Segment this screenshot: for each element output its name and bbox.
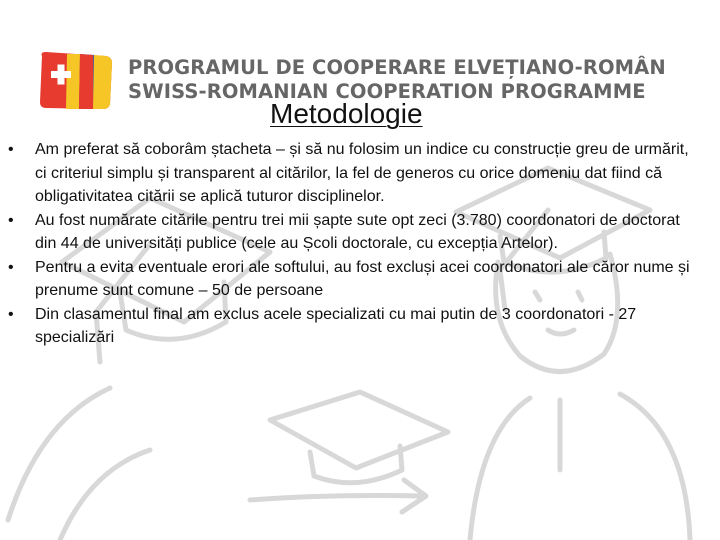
slide-title: Metodologie: [270, 98, 423, 129]
program-name-english: SWISS-ROMANIAN COOPERATION PROGRAMME: [128, 80, 646, 103]
bullet-item: [0, 303, 720, 350]
bullet-text: Am preferat să coborâm ștacheta – și să nu folosim un indice cu construcție greu de urmărit, ci criteriul simplu și transparent al citărilor, la fel de generos cu orice domeniu dat fiind că obligativitatea citării se aplică tuturor disciplinelor.: [35, 141, 689, 205]
bullet-marker: •: [8, 211, 14, 229]
bullet-text: Din clasamentul final am exclus acele specializati cu mai putin de 3 coordonatori - 27 specializări: [35, 305, 637, 346]
methodology-bullet-list: [0, 138, 720, 350]
swiss-romanian-flag-logo: [36, 48, 114, 112]
bullet-text: Au fost numărate citările pentru trei mii șapte sute opt zeci (3.780) coordonatori de doctorat din 44 de universități publice (cele au Școli doctorale, cu excepția Artelor).: [35, 211, 680, 252]
bullet-item: [0, 209, 720, 256]
bullet-text: Pentru a evita eventuale erori ale softului, au fost excluși acei coordonatori ale căror nume și prenume sunt comune – 50 de persoane: [35, 258, 690, 299]
bullet-marker: •: [8, 141, 14, 158]
program-name-romanian: PROGRAMUL DE COOPERARE ELVEȚIANO-ROMÂN: [128, 56, 666, 79]
bullet-item: [0, 138, 720, 209]
bullet-item: [0, 256, 720, 303]
bullet-marker: •: [8, 258, 14, 276]
bullet-marker: •: [8, 305, 14, 323]
